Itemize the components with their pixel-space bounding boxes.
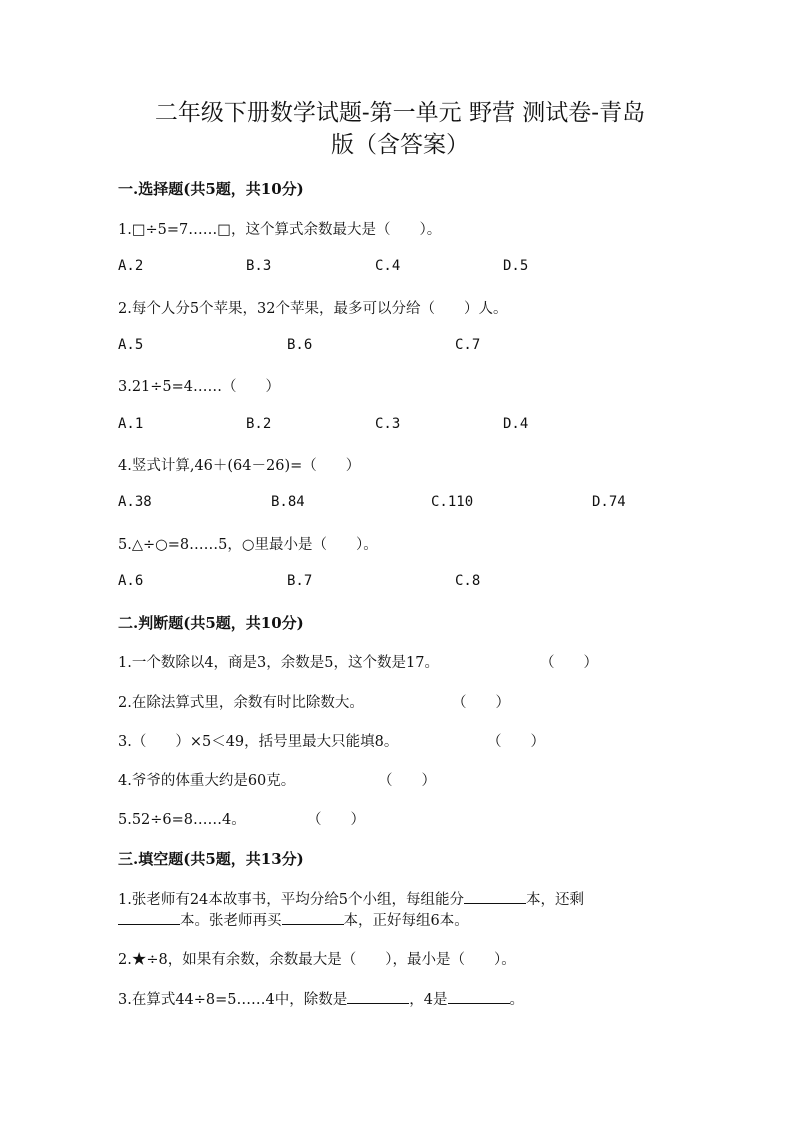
question-text: 1.张老师有24本故事书，平均分给5个小组，每组能分 xyxy=(118,892,465,908)
question-text: 4.爷爷的体重大约是60克。 xyxy=(118,773,296,789)
question-text: 2.在除法算式里，余数有时比除数大。 xyxy=(118,695,364,711)
option-a: A.5 xyxy=(118,337,144,353)
question-text: 本，正好每组6本。 xyxy=(343,913,469,929)
page-title-line-2: 版（含答案） xyxy=(331,132,469,158)
page-title-line-1: 二年级下册数学试题-第一单元 野营 测试卷-青岛 xyxy=(154,100,646,126)
question-text: 4.竖式计算,46＋(64－26)=（ ） xyxy=(118,458,361,474)
answer-parentheses: （ ） xyxy=(307,812,365,828)
answer-blank xyxy=(448,989,510,1004)
question-text: 本。张老师再买 xyxy=(180,913,282,929)
question-text: 本，还剩 xyxy=(526,892,585,908)
question-text: 3.在算式44÷8=5……4中，除数是 xyxy=(118,992,348,1008)
option-b: B.7 xyxy=(287,573,313,589)
answer-parentheses: （ ） xyxy=(487,734,545,750)
section-heading-multiple-choice: 一.选择题(共5题，共10分) xyxy=(118,180,304,198)
section-heading-fill-in: 三.填空题(共5题，共13分) xyxy=(118,850,304,868)
option-a: A.1 xyxy=(118,416,144,432)
answer-parentheses: （ ） xyxy=(540,655,598,671)
option-c: C.7 xyxy=(455,337,481,353)
question-text: 3.21÷5=4……（ ） xyxy=(118,379,281,395)
option-d: D.4 xyxy=(503,416,529,432)
fill-question-1-line-1 xyxy=(118,888,584,909)
option-c: C.4 xyxy=(375,258,401,274)
option-d: D.5 xyxy=(503,258,529,274)
option-b: B.84 xyxy=(271,494,305,510)
option-a: A.6 xyxy=(118,573,144,589)
fill-question-3 xyxy=(118,988,524,1009)
option-c: C.3 xyxy=(375,416,401,432)
answer-blank xyxy=(464,889,526,904)
option-b: B.6 xyxy=(287,337,313,353)
section-heading-true-false: 二.判断题(共5题，共10分) xyxy=(118,614,304,632)
option-a: A.38 xyxy=(118,494,152,510)
fill-question-1-line-2 xyxy=(118,909,469,930)
answer-parentheses: （ ） xyxy=(378,773,436,789)
question-text: 2.每个人分5个苹果，32个苹果，最多可以分给（ ）人。 xyxy=(118,301,508,317)
answer-parentheses: （ ） xyxy=(452,695,510,711)
question-text: 。 xyxy=(509,992,524,1008)
question-text: ，4是 xyxy=(409,992,448,1008)
question-text: 1.□÷5=7……□，这个算式余数最大是（ ）。 xyxy=(118,222,442,238)
question-text: 5.52÷6=8……4。 xyxy=(118,812,246,828)
option-d: D.74 xyxy=(592,494,626,510)
option-c: C.8 xyxy=(455,573,481,589)
answer-blank xyxy=(347,989,409,1004)
option-c: C.110 xyxy=(431,494,474,510)
question-text: 2.★÷8，如果有余数，余数最大是（ ），最小是（ ）。 xyxy=(118,952,516,968)
answer-blank xyxy=(118,910,180,925)
question-text: 3.（ ）×5＜49，括号里最大只能填8。 xyxy=(118,734,399,750)
question-text: 5.△÷○=8……5，○里最小是（ ）。 xyxy=(118,537,378,553)
option-b: B.2 xyxy=(246,416,272,432)
question-text: 1.一个数除以4，商是3，余数是5，这个数是17。 xyxy=(118,655,439,671)
answer-blank xyxy=(282,910,344,925)
option-b: B.3 xyxy=(246,258,272,274)
option-a: A.2 xyxy=(118,258,144,274)
